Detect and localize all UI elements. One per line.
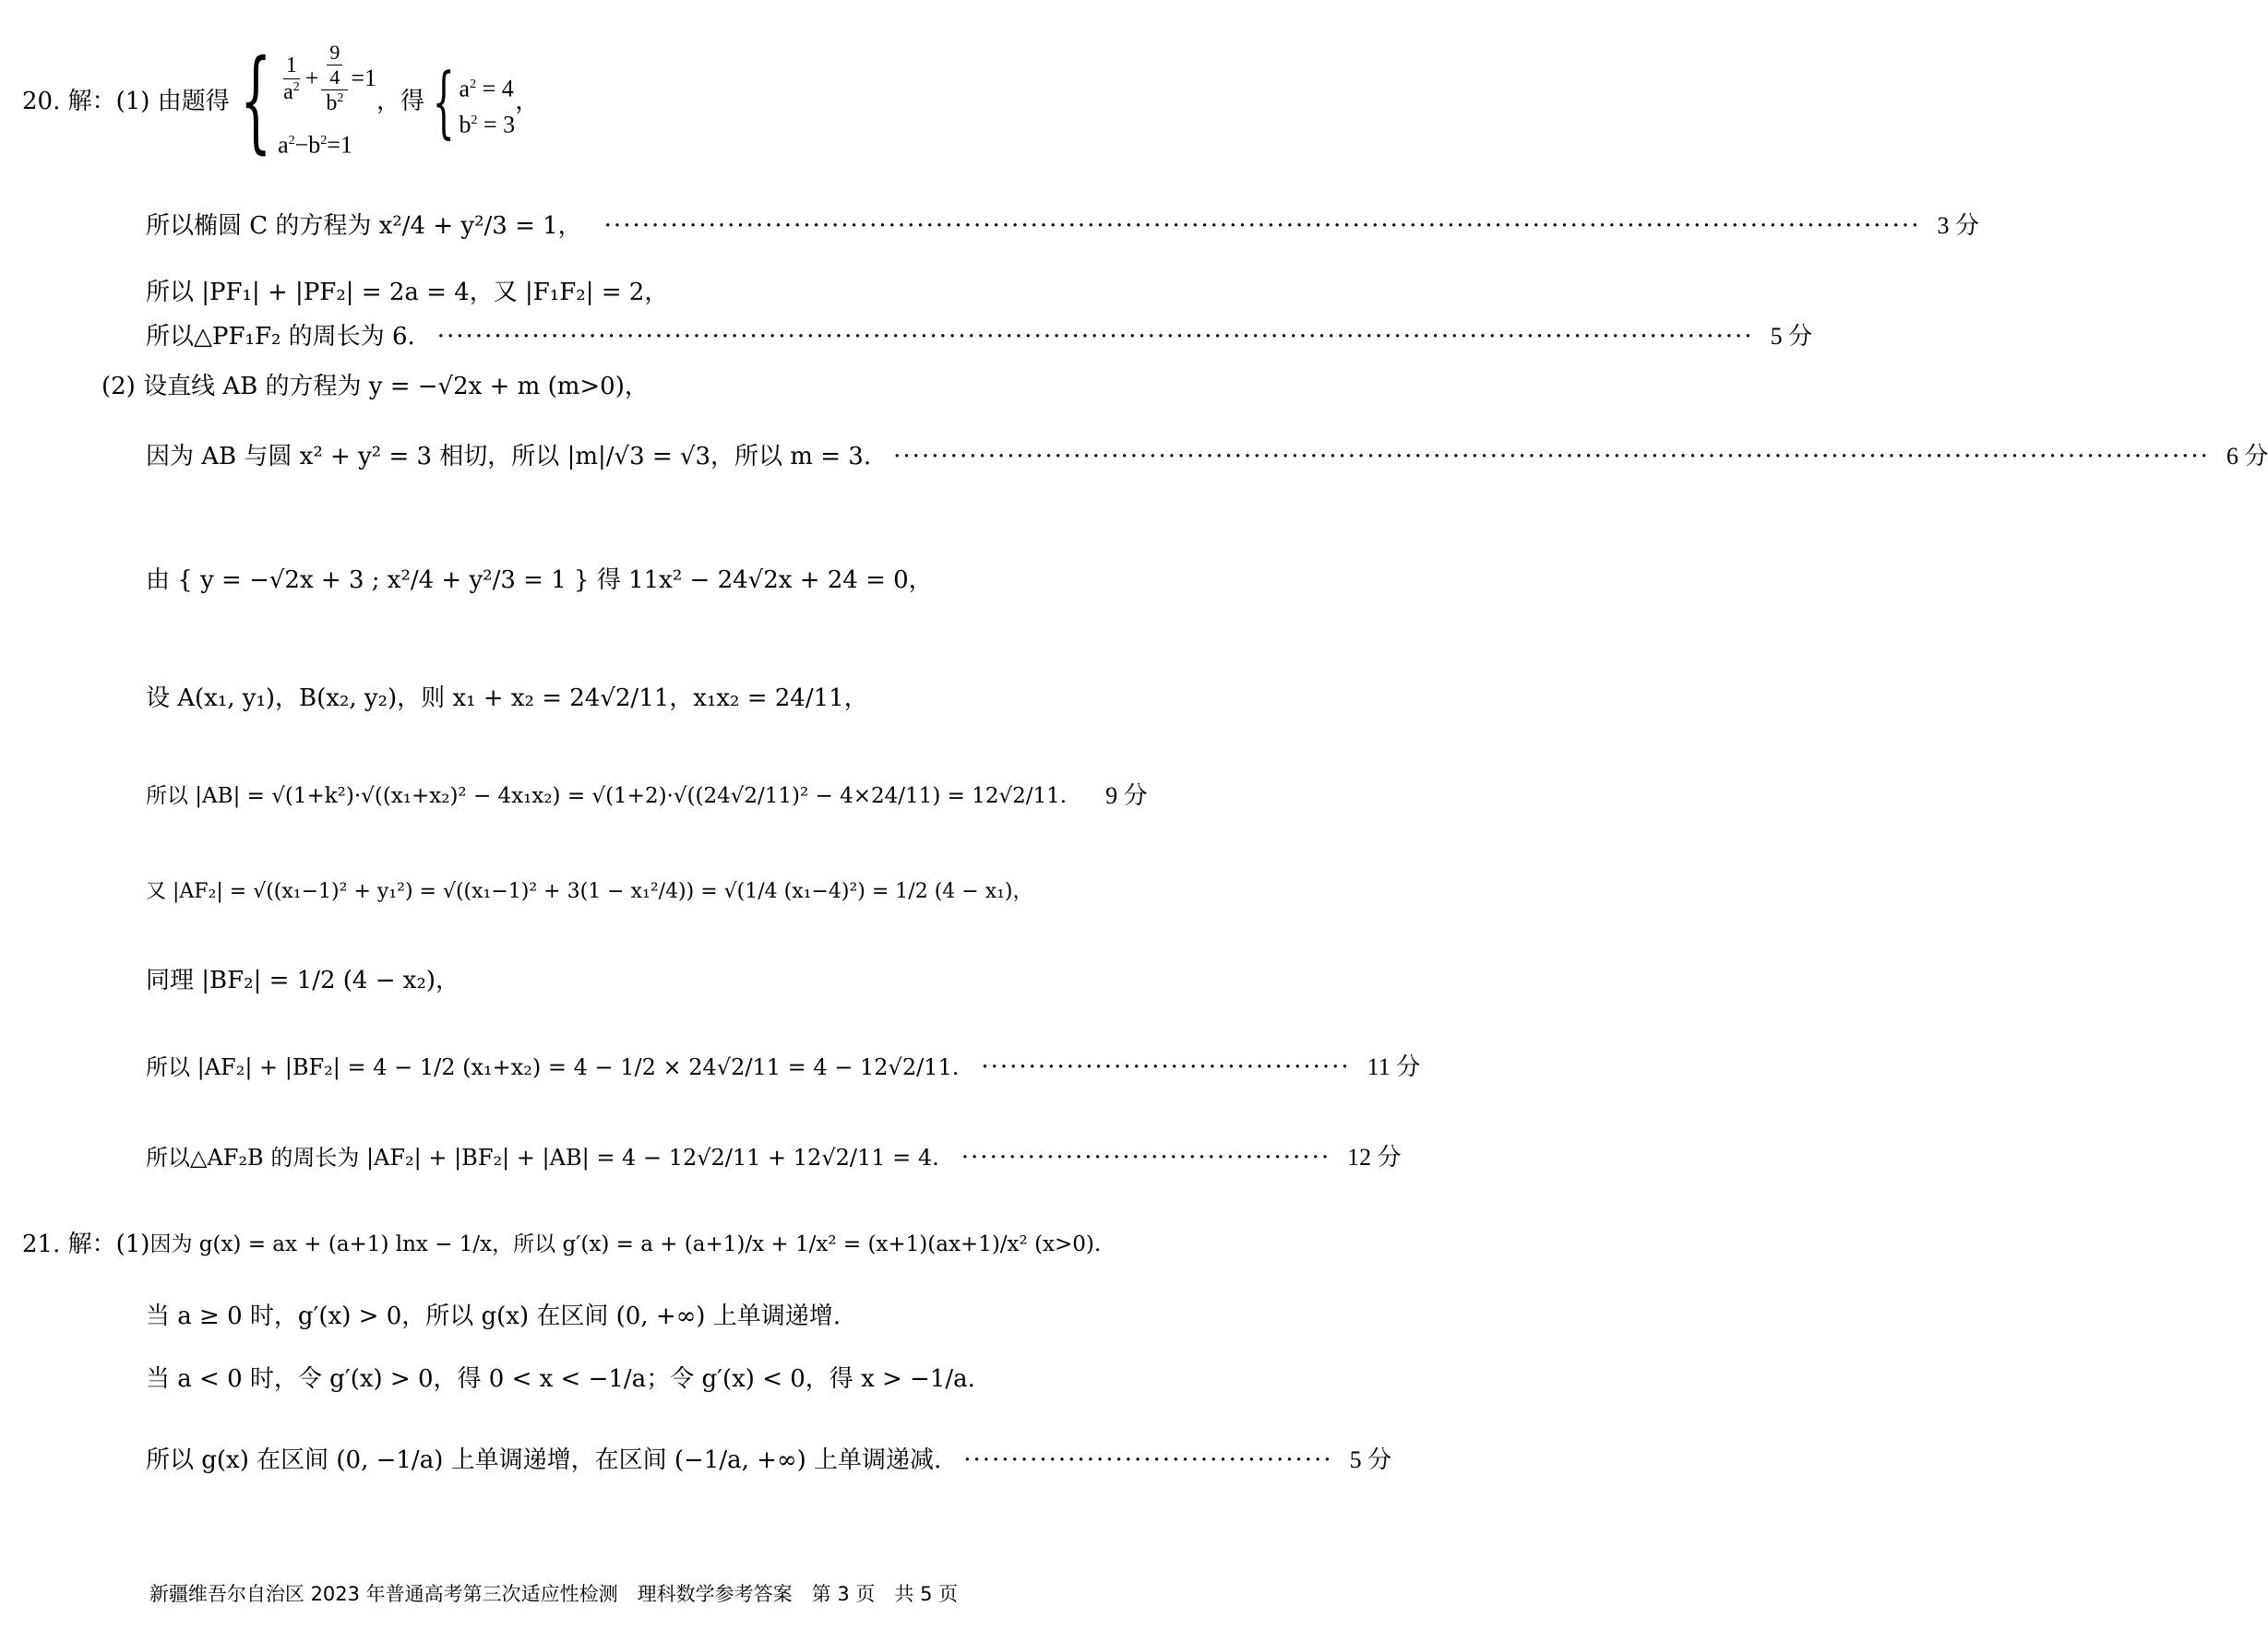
get-word: ，得 [376,88,425,115]
system2-text: 由 { y = −√2x + 3 ; x²/4 + y²/3 = 1 } 得 11x² − 24√2x + 24 = 0， [146,566,933,594]
vieta-text: 设 A(x₁, y₁)，B(x₂, y₂)，则 x₁ + x₂ = 24√2/11，x₁x₂ = 24/11， [146,684,868,712]
leader-dots: ··········································································································································· [436,323,1754,351]
final-text: 所以△AF₂B 的周长为 |AF₂| + |BF₂| + |AB| = 4 − 12√2/11 + 12√2/11 = 4. [146,1145,939,1171]
score-5-p21: 5 分 [1349,1446,1392,1473]
bf2-line [146,965,1065,996]
case2-text: 当 a < 0 时，令 g′(x) > 0，得 0 < x < −1/a；令 g′(x) < 0，得 x > −1/a. [146,1365,975,1393]
af2-text: 又 |AF₂| = √((x₁−1)² + y₁²) = √((x₁−1)² + 3(1 − x₁²/4)) = √(1/4 (x₁−4)²) = 1/2 (4 − x₁)， [146,880,1033,903]
score-5: 5 分 [1770,323,1813,350]
sum2-line [146,1052,1421,1083]
part2-text: (2) 设直线 AB 的方程为 y = −√2x + m (m>0)， [101,373,649,400]
conclusion-text: 所以 g(x) 在区间 (0, −1/a) 上单调递增，在区间 (−1/a, +∞) 上单调递减. [146,1446,942,1474]
bf2-text: 同理 |BF₂| = 1/2 (4 − x₂)， [146,967,460,994]
score-9: 9 分 [1105,782,1148,809]
p20-label: 20. 解：(1) 由题得 [22,88,230,115]
score-6: 6 分 [2226,443,2268,470]
sum2-text: 所以 |AF₂| + |BF₂| = 4 − 1/2 (x₁+x₂) = 4 − 1/2 × 24√2/11 = 4 − 12√2/11. [146,1054,960,1080]
score-12: 12 分 [1347,1144,1402,1171]
leader-dots: ······································· [961,1144,1331,1172]
ab-text: 所以 |AB| = √(1+k²)·√((x₁+x₂)² − 4x₁x₂) = √(1+2)·√((24√2/11)² − 4×24/11) = 12√2/11. [146,784,1068,808]
leader-dots: ······································· [981,1053,1351,1081]
part2-line [101,371,1065,402]
leader-dots: ··········································································································································· [893,443,2210,470]
score-11: 11 分 [1367,1053,1421,1080]
ellipse-text: 所以椭圆 C 的方程为 x²/4 + y²/3 = 1， [146,212,582,240]
system2-line [146,565,1065,596]
ellipse-line [146,210,1979,242]
score-3: 3 分 [1937,212,1979,239]
perimeter-text: 所以△PF₁F₂ 的周长为 6. [146,323,415,351]
case2-line [146,1363,1065,1395]
result-end: ， [515,88,540,115]
ab-line [146,780,1148,812]
leader-dots: ······································· [963,1446,1333,1474]
leader-dots: ··········································································································································· [603,212,1921,240]
vieta-line [146,683,1065,714]
p21-label: 21. 解：(1) [22,1231,150,1258]
result-system: { $a^2 = 4$ $b^2 = 3$ [432,56,516,147]
sum-text: 所以 |PF₁| + |PF₂| = 2a = 4，又 |F₁F₂| = 2， [146,279,669,306]
tangent-line [146,441,2268,472]
p20-header [22,37,1065,166]
p21-deriv-line [22,1229,1102,1260]
perimeter-line [146,321,1813,352]
af2-line [146,876,1065,908]
page-footer: 新疆维吾尔自治区 2023 年普通高考第三次适应性检测 理科数学参考答案 第 3 页 共 5 页 [149,1583,959,1605]
sum-line [146,277,1065,308]
case1-text: 当 a ≥ 0 时，g′(x) > 0，所以 g(x) 在区间 (0, +∞) 上单调递增. [146,1303,841,1330]
case1-line [146,1301,1065,1332]
given-system: { $\frac{1}{a^2}$ + $\frac{\frac{9}{4}}{b^2}$ =1 $a^2-b^2=1$ [239,37,377,165]
deriv-text: 因为 g(x) = ax + (a+1) lnx − 1/x，所以 g′(x) = a + (a+1)/x + 1/x² = (x+1)(ax+1)/x² (x>0). [149,1232,1102,1256]
tangent-text: 因为 AB 与圆 x² + y² = 3 相切，所以 |m|/√3 = √3，所以 m = 3. [146,443,872,470]
final-line [146,1142,1402,1173]
conclusion-line [146,1445,1392,1476]
